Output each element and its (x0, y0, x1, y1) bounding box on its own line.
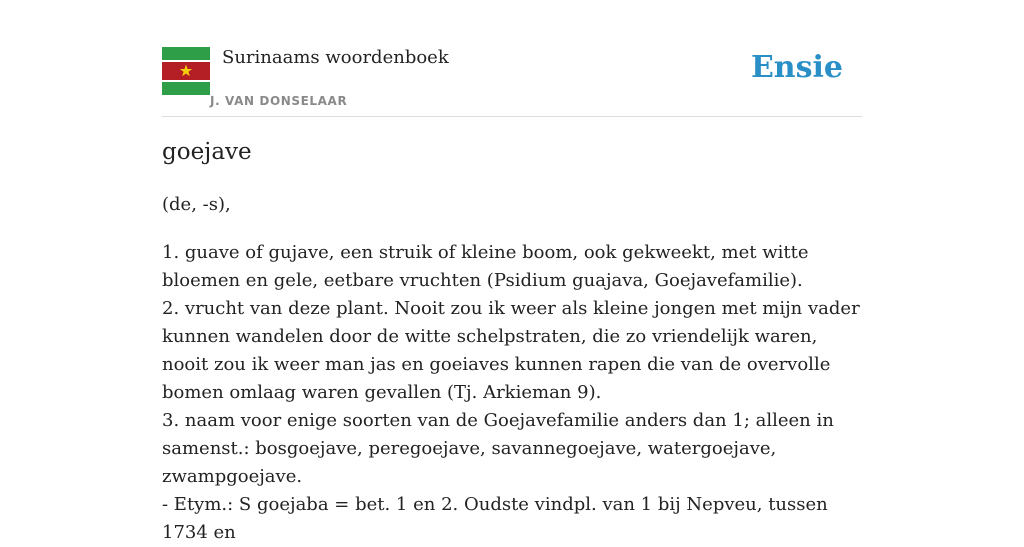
definition-line: 1. guave of gujave, een struik of kleine boom, ook gekweekt, met witte bloemen en gele, eetbare vruchten (Psidium guajava, Goejavefamilie). (162, 242, 809, 291)
entry-grammar: (de, -s), (162, 194, 231, 215)
entry-headword: goejave (162, 139, 252, 165)
definition-line: 2. vrucht van deze plant. Nooit zou ik weer als kleine jongen met mijn vader kunnen wandelen door de witte schelpstraten, die zo vriendelijk waren, nooit zou ik weer man jas en goeiaves kunnen rapen die van de overvolle bomen omlaag waren gevallen (Tj. Arkieman 9). (162, 298, 860, 403)
suriname-flag-icon (162, 47, 210, 95)
entry-definition (162, 239, 868, 547)
dictionary-header (162, 44, 862, 117)
suriname-flag-graphic (162, 47, 210, 95)
definition-line: - Etym.: S goejaba = bet. 1 en 2. Oudste vindpl. van 1 bij Nepveu, tussen 1734 en (162, 494, 828, 543)
dictionary-title[interactable]: Surinaams woordenboek (222, 47, 449, 68)
ensie-logo-link[interactable]: Ensie (750, 50, 843, 85)
dictionary-author: J. VAN DONSELAAR (210, 94, 348, 108)
definition-line: 3. naam voor enige soorten van de Goejavefamilie anders dan 1; alleen in samenst.: bosgoejave, peregoejave, savannegoejave, watergoejave, zwampgoejave. (162, 410, 834, 487)
